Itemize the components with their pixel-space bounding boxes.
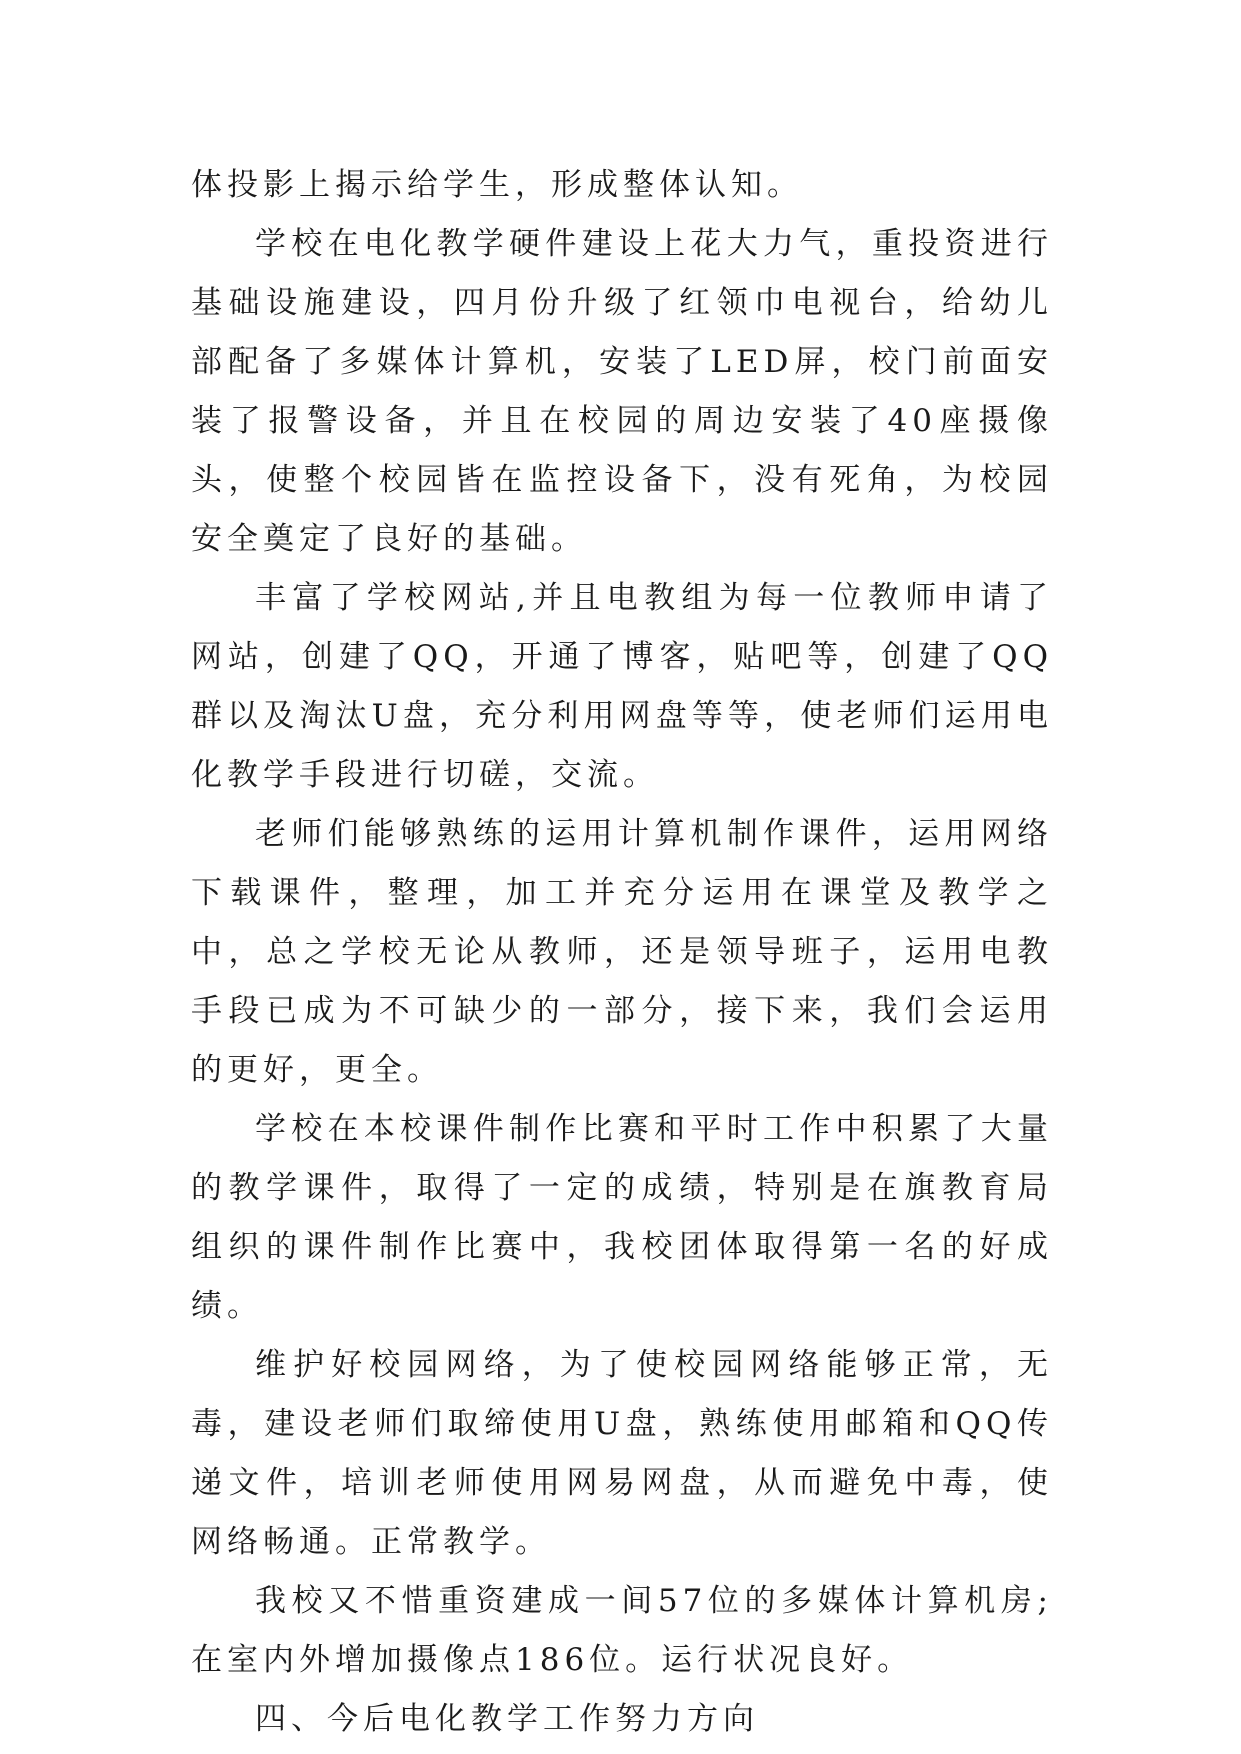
paragraph-website: 丰富了学校网站,并且电教组为每一位教师申请了网站，创建了QQ，开通了博客，贴吧等，创建了QQ群以及淘汰U盘，充分利用网盘等等，使老师们运用电化教学手段进行切磋，交流。 (191, 580, 1053, 793)
paragraph-computer-room: 我校又不惜重资建成一间57位的多媒体计算机房;在室内外增加摄像点186位。运行状况良好。 (191, 1583, 1053, 1678)
paragraph-competition: 学校在本校课件制作比赛和平时工作中积累了大量的教学课件，取得了一定的成绩，特别是在旗教育局组织的课件制作比赛中，我校团体取得第一名的好成绩。 (191, 1111, 1053, 1324)
paragraph-hardware: 学校在电化教学硬件建设上花大力气，重投资进行基础设施建设，四月份升级了红领巾电视台，给幼儿部配备了多媒体计算机，安装了LED屏，校门前面安装了报警设备，并且在校园的周边安装了40座摄像头，使整个校园皆在监控设备下，没有死角，为校园安全奠定了良好的基础。 (191, 226, 1053, 557)
section-heading: 四、今后电化教学工作努力方向 (255, 1701, 759, 1737)
paragraph-continuation: 体投影上揭示给学生，形成整体认知。 (191, 167, 803, 203)
document-body (191, 156, 1053, 1749)
paragraph-courseware-usage: 老师们能够熟练的运用计算机制作课件，运用网络下载课件，整理，加工并充分运用在课堂及教学之中，总之学校无论从教师，还是领导班子，运用电教手段已成为不可缺少的一部分，接下来，我们会运用的更好，更全。 (191, 816, 1053, 1088)
paragraph-network-maintenance: 维护好校园网络，为了使校园网络能够正常，无毒，建设老师们取缔使用U盘，熟练使用邮箱和QQ传递文件，培训老师使用网易网盘，从而避免中毒，使网络畅通。正常教学。 (191, 1347, 1053, 1560)
